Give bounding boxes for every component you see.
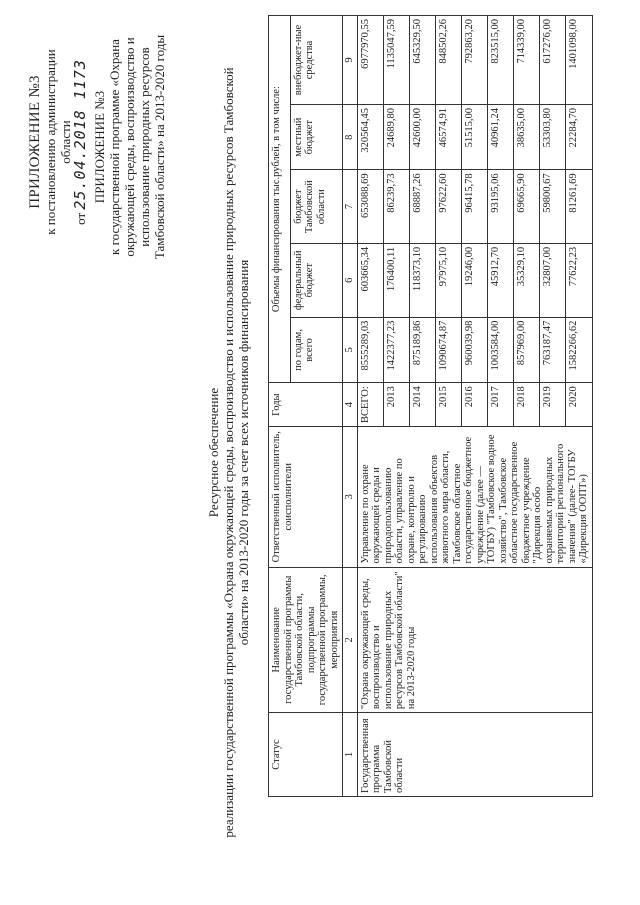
offbudget-cell: 617276,00 [540, 16, 566, 105]
handwritten-date: 25.04.2018 1173 [71, 59, 89, 210]
year-cell: 2014 [409, 383, 435, 427]
year-cell: 2019 [540, 383, 566, 427]
regional-cell: 59800,67 [540, 170, 566, 243]
regional-cell: 68887,26 [409, 170, 435, 243]
federal-cell: 19246,00 [461, 243, 487, 317]
program-name-cell: "Охрана окружающей среды, воспроизводство и использование природных ресурсов Тамбовской области" на 2013-2020 годы [357, 567, 592, 713]
local-cell: 38635,00 [514, 104, 540, 169]
executor-cell: Управление по охране окружающей среды и природопользованию области, управление по охране, контролю и регулированию использования объектов животного мира области, Тамбовское областное государственное бюджетное учреждение (далее — ТОГБУ) "Тамбовское водное хозяйство", Тамбовское областное государственное бюджетное учреждение "Дирекция особо охраняемых природных территорий регионального значения" (далее- ТОГБУ «Дирекция ООПТ») [357, 426, 592, 567]
total-cell: 857969,00 [514, 317, 540, 383]
regional-cell: 653088,69 [357, 170, 383, 243]
status-cell: Государственная программа Тамбовской области [357, 713, 592, 797]
appendix-title: ПРИЛОЖЕНИЕ №3 [27, 75, 43, 209]
offbudget-cell: 848502,26 [435, 16, 461, 105]
header-offbudget: внебюджет-ные средства [290, 16, 342, 105]
index-cell: 4 [343, 383, 358, 427]
index-cell: 6 [343, 243, 358, 317]
column-index-row [343, 16, 358, 797]
regional-cell: 97622,60 [435, 170, 461, 243]
local-cell: 42600,00 [409, 104, 435, 169]
total-cell: 1003584,00 [488, 317, 514, 383]
header-executor: Ответственный исполнитель, соисполнители [269, 426, 343, 567]
federal-cell: 603665,34 [357, 243, 383, 317]
appendix-title-2: ПРИЛОЖЕНИЕ №3 [92, 90, 107, 204]
year-cell: 2015 [435, 383, 461, 427]
offbudget-cell: 1135047,59 [383, 16, 409, 105]
year-cell: 2016 [461, 383, 487, 427]
regional-cell: 86239,73 [383, 170, 409, 243]
local-cell: 53303,80 [540, 104, 566, 169]
regional-cell: 96415,78 [461, 170, 487, 243]
total-cell: 960039,98 [461, 317, 487, 383]
title-line-2: реализации государственной программы «Охрана окружающей среды, воспроизводство и использование природных ресурсов Тамбовской [221, 67, 236, 838]
federal-cell: 35329,10 [514, 243, 540, 317]
year-cell: 2020 [566, 383, 592, 427]
year-cell: 2017 [488, 383, 514, 427]
index-cell: 3 [343, 426, 358, 567]
federal-cell: 176400,11 [383, 243, 409, 317]
local-cell: 24689,80 [383, 104, 409, 169]
offbudget-cell: 6977970,55 [357, 16, 383, 105]
local-cell: 320564,45 [357, 104, 383, 169]
local-cell: 46574,91 [435, 104, 461, 169]
header-federal: федеральный бюджет [290, 243, 342, 317]
index-cell: 5 [343, 317, 358, 383]
program-reference: к государственной программе «Охрана окружающей среды, воспроизводство и использование природных ресурсов Тамбовской области» на 2013-2020 годы [107, 34, 167, 260]
total-cell: 763187,47 [540, 317, 566, 383]
title-line-1: Ресурсное обеспечение [206, 387, 221, 518]
total-cell: 1582266,62 [566, 317, 592, 383]
federal-cell: 118373,10 [409, 243, 435, 317]
regional-cell: 81261,69 [566, 170, 592, 243]
program-header [92, 17, 167, 277]
offbudget-cell: 823515,00 [488, 16, 514, 105]
federal-cell: 32807,00 [540, 243, 566, 317]
header-status: Статус [269, 713, 343, 797]
index-cell: 8 [343, 104, 358, 169]
federal-cell: 97975,10 [435, 243, 461, 317]
offbudget-cell: 645329,50 [409, 16, 435, 105]
year-cell: 2018 [514, 383, 540, 427]
funding-table [268, 15, 593, 797]
header-total: по годам, всего [290, 317, 342, 383]
index-cell: 9 [343, 16, 358, 105]
year-cell: ВСЕГО: [357, 383, 383, 427]
local-cell: 22284,70 [566, 104, 592, 169]
offbudget-cell: 714339,00 [514, 16, 540, 105]
decree-line: к постановлению администрации области [43, 49, 73, 235]
total-cell: 875189,86 [409, 317, 435, 383]
date-prefix: от [73, 212, 88, 225]
index-cell: 7 [343, 170, 358, 243]
document-title [206, 0, 251, 905]
year-cell: 2013 [383, 383, 409, 427]
offbudget-cell: 1401098,00 [566, 16, 592, 105]
appendix-header [28, 27, 88, 257]
regional-cell: 93195,06 [488, 170, 514, 243]
table-row [357, 16, 383, 797]
federal-cell: 45912,70 [488, 243, 514, 317]
header-volumes: Объемы финансирования тыс.рублей, в том числе: [269, 16, 291, 383]
offbudget-cell: 792863,20 [461, 16, 487, 105]
total-cell: 1090674,87 [435, 317, 461, 383]
local-cell: 51515,00 [461, 104, 487, 169]
header-name: Наименование государственной программы Тамбовской области, подпрограммы государственной программы, мероприятия [269, 567, 343, 713]
regional-cell: 69665,90 [514, 170, 540, 243]
title-line-3: области» на 2013-2020 годы за счет всех источников финансирования [236, 259, 251, 646]
index-cell: 1 [343, 713, 358, 797]
header-regional: бюджет Тамбовской области [290, 170, 342, 243]
header-local: местный бюджет [290, 104, 342, 169]
header-years: Годы [269, 383, 343, 427]
index-cell: 2 [343, 567, 358, 713]
federal-cell: 77622,23 [566, 243, 592, 317]
local-cell: 40961,24 [488, 104, 514, 169]
total-cell: 1422377,23 [383, 317, 409, 383]
total-cell: 8555289,03 [357, 317, 383, 383]
